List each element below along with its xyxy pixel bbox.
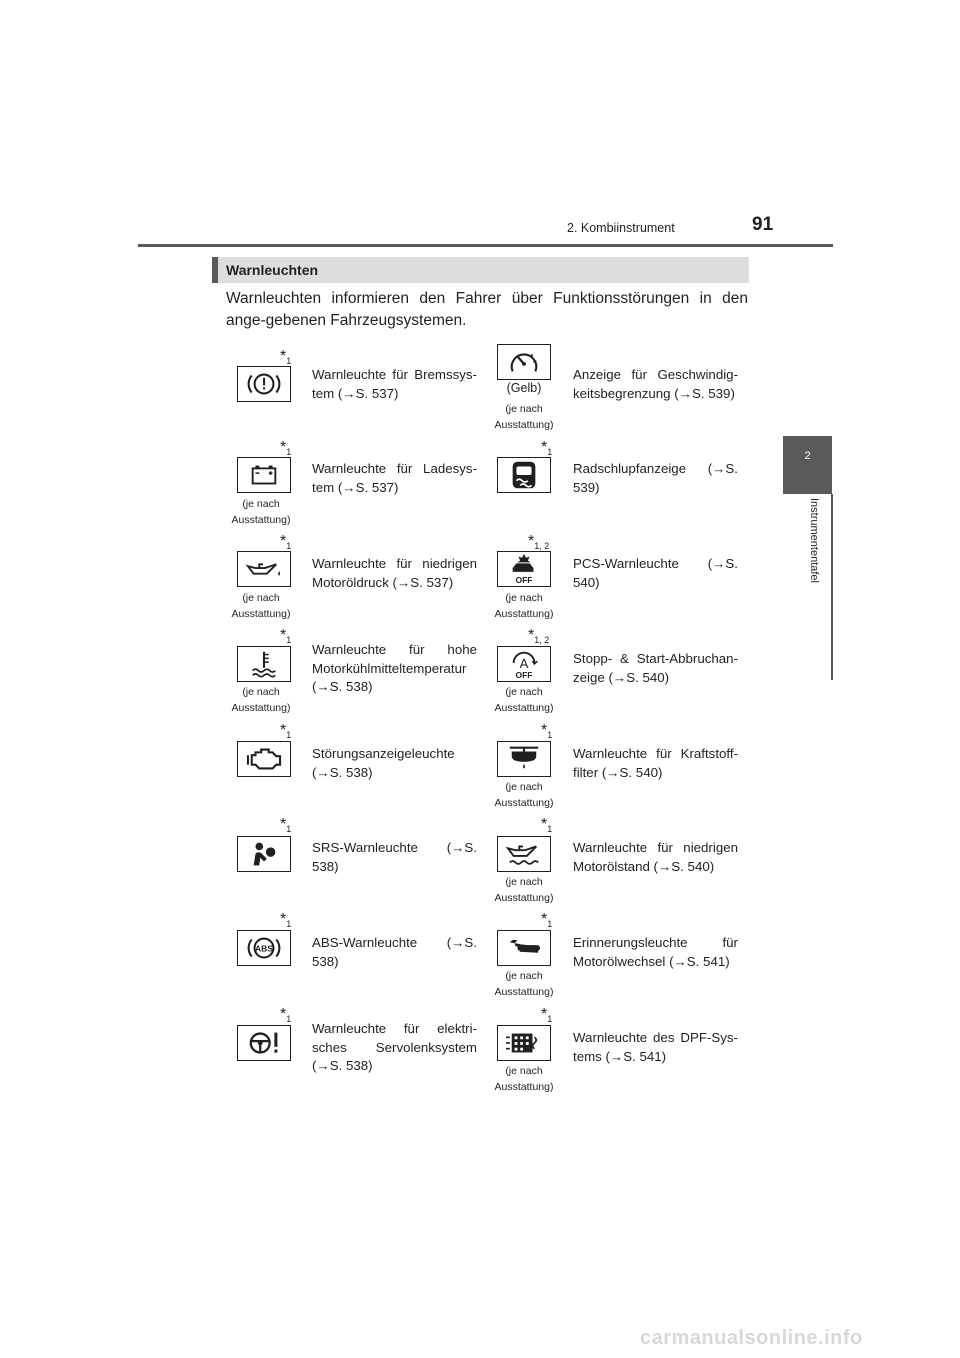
warning-description: ABS-Warnleuchte (→S. 538) (312, 935, 477, 969)
slip-indicator-icon (497, 457, 551, 493)
warning-description: Warnleuchte für Kraftstoff-filter (→S. 540) (573, 746, 738, 780)
warning-description: Warnleuchte für Ladesys-tem (→S. 537) (312, 461, 477, 495)
svg-text:ABS: ABS (255, 943, 273, 954)
warning-description: Warnleuchte für niedrigen Motorölstand (→S. 540) (573, 840, 738, 874)
side-tab-number: 2 (804, 450, 811, 462)
equipment-note: (je nach Ausstattung) (231, 498, 291, 526)
wrench-icon (497, 930, 551, 966)
footnote-mark: $*_1$ (541, 1006, 553, 1024)
footnote-mark: $*_{1, 2}$ (528, 627, 550, 645)
coolant-temperature-icon (237, 646, 291, 682)
abs-icon (237, 930, 291, 966)
footnote-mark: $*_1$ (541, 439, 553, 457)
speed-limiter-icon (497, 344, 551, 380)
dpf-icon (497, 1025, 551, 1061)
footnote-mark: $*_1$ (541, 722, 553, 740)
footnote-mark: $*_1$ (280, 722, 292, 740)
side-tab-line (831, 494, 833, 680)
warning-description: Warnleuchte für Bremssys-tem (→S. 537) (312, 367, 477, 401)
section-heading-marker (212, 257, 218, 283)
page-number: 91 (752, 214, 774, 235)
section-intro: Warnleuchten informieren den Fahrer über Funktionsstörungen in den ange-gebenen Fahrzeugsystemen. (226, 290, 748, 329)
footnote-mark: $*_1$ (280, 533, 292, 551)
equipment-note: (je nach Ausstattung) (494, 1065, 554, 1093)
side-tab (783, 436, 832, 494)
warning-description: Stopp- & Start-Abbruchan-zeige (→S. 540) (573, 651, 738, 685)
warning-description: Warnleuchte für elektri-sches Servolenksystem (→S. 538) (312, 1021, 477, 1073)
warning-description: Radschlupfanzeige (→S. 539) (573, 461, 738, 495)
srs-airbag-icon (237, 836, 291, 872)
side-tab-label: Instrumententafel (808, 498, 820, 583)
pcs-off-icon (497, 551, 551, 587)
warning-description: Erinnerungsleuchte für Motorölwechsel (→S. 541) (573, 935, 738, 969)
oil-level-icon (497, 836, 551, 872)
warning-description: Warnleuchte für niedrigen Motoröldruck (→S. 537) (312, 556, 477, 590)
warning-description: SRS-Warnleuchte (→S. 538) (312, 840, 477, 874)
equipment-note: (je nach Ausstattung) (494, 781, 554, 809)
color-note: (Gelb) (506, 381, 542, 395)
oil-pressure-icon (237, 551, 291, 587)
equipment-note: (je nach Ausstattung) (231, 686, 291, 714)
equipment-note: (je nach Ausstattung) (494, 592, 554, 620)
brake-warning-icon (237, 366, 291, 402)
section-title: Warnleuchten (226, 262, 319, 278)
svg-text:OFF: OFF (515, 575, 533, 586)
stop-start-off-icon (497, 646, 551, 682)
equipment-note: (je nach Ausstattung) (494, 403, 554, 431)
header-divider (138, 244, 833, 247)
footnote-mark: $*_{1, 2}$ (528, 533, 550, 551)
equipment-note: (je nach Ausstattung) (494, 686, 554, 714)
footnote-mark: $*_1$ (541, 816, 553, 834)
watermark: carmanualsonline.info (640, 1327, 863, 1349)
svg-text:OFF: OFF (515, 670, 533, 681)
footnote-mark: $*_1$ (280, 1006, 292, 1024)
footnote-mark: $*_1$ (280, 439, 292, 457)
footnote-mark: $*_1$ (280, 348, 292, 366)
equipment-note: (je nach Ausstattung) (231, 592, 291, 620)
svg-text:A: A (519, 655, 529, 671)
footnote-mark: $*_1$ (280, 911, 292, 929)
warning-description: Störungsanzeigeleuchte (→S. 538) (312, 746, 455, 780)
footnote-mark: $*_1$ (541, 911, 553, 929)
warning-description: PCS-Warnleuchte (→S. 540) (573, 556, 738, 590)
equipment-note: (je nach Ausstattung) (494, 876, 554, 904)
footnote-mark: $*_1$ (280, 627, 292, 645)
equipment-note: (je nach Ausstattung) (494, 970, 554, 998)
warning-description: Warnleuchte für hohe Motorkühlmitteltemperatur (→S. 538) (312, 642, 477, 694)
chapter-title: 2. Kombiinstrument (567, 221, 675, 235)
footnote-mark: $*_1$ (280, 816, 292, 834)
check-engine-icon (237, 741, 291, 777)
warning-description: Anzeige für Geschwindig-keitsbegrenzung (→S. 539) (573, 367, 738, 401)
battery-charging-icon (237, 457, 291, 493)
power-steering-icon (237, 1025, 291, 1061)
warning-description: Warnleuchte des DPF-Sys-tems (→S. 541) (573, 1030, 738, 1064)
fuel-filter-icon (497, 741, 551, 777)
